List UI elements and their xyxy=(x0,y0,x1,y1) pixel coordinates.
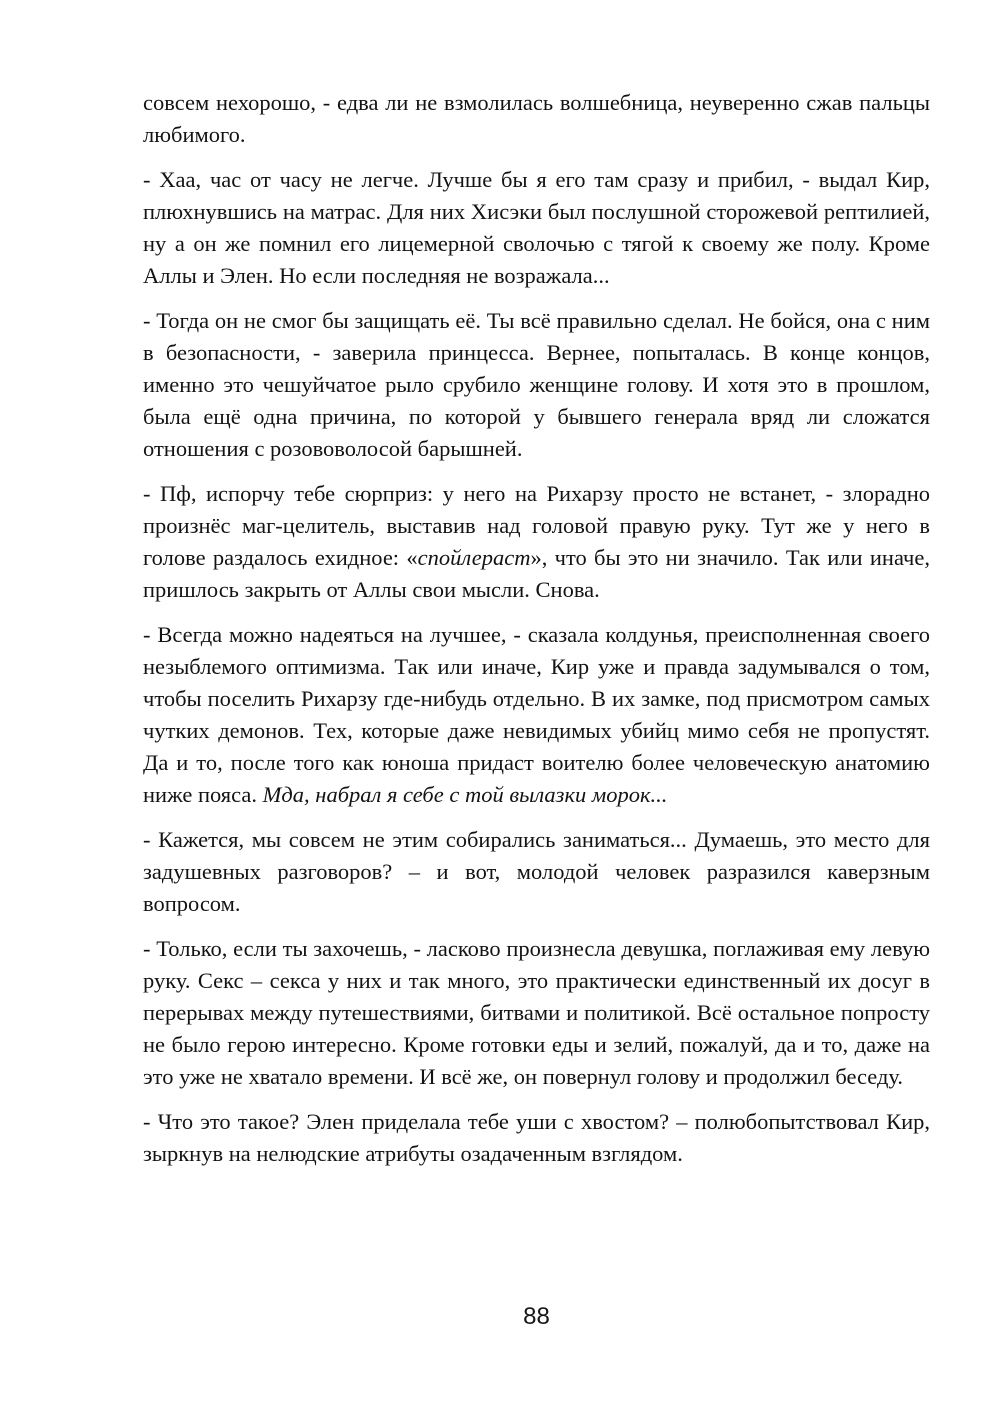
paragraph-text: - Кажется, мы совсем не этим собирались заниматься... Думаешь, это место для задушевных разговоров? – и вот, молодой человек разразился каверзным вопросом. xyxy=(143,827,930,916)
paragraph xyxy=(143,1106,930,1170)
paragraph-text: - Всегда можно надеяться на лучшее, - сказала колдунья, преисполненная своего незыблемого оптимизма. Так или иначе, Кир уже и правда задумывался о том, чтобы поселить Рихарзу где-нибудь отдельно. В их замке, под присмотром самых чутких демонов. Тех, которые даже невидимых убийц мимо себя не пропустят. Да и то, после того как юноша придаст воителю более человеческую анатомию ниже пояса. xyxy=(143,622,930,807)
paragraph-text-italic: спойлераст xyxy=(417,545,531,570)
paragraph-text: - Хаа, час от часу не легче. Лучше бы я его там сразу и прибил, - выдал Кир, плюхнувшись на матрас. Для них Хисэки был послушной сторожевой рептилией, ну а он же помнил его лицемерной сволочью с тягой к своему же полу. Кроме Аллы и Элен. Но если последняя не возражала... xyxy=(143,167,930,288)
paragraph xyxy=(143,305,930,465)
paragraph xyxy=(143,478,930,606)
paragraph-text: - Тогда он не смог бы защищать её. Ты всё правильно сделал. Не бойся, она с ним в безопасности, - заверила принцесса. Вернее, попыталась. В конце концов, именно это чешуйчатое рыло срубило женщине голову. И хотя это в прошлом, была ещё одна причина, по которой у бывшего генерала вряд ли сложатся отношения с розововолосой барышней. xyxy=(143,308,930,461)
page-number: 88 xyxy=(523,1303,550,1330)
paragraph xyxy=(143,619,930,811)
paragraph-text-italic: Мда, набрал я себе с той вылазки морок... xyxy=(262,782,668,807)
paragraph-text: - Пф, испорчу тебе сюрприз: у него на Рихарзу просто не встанет, - злорадно произнёс маг-целитель, выставив над головой правую руку. Тут же у него в голове раздалось ехидное: « xyxy=(143,481,930,570)
paragraph-text: », что бы это ни значило. Так или иначе, пришлось закрыть от Аллы свои мысли. Снова. xyxy=(143,545,930,602)
paragraph xyxy=(143,87,930,151)
paragraph-text: - Только, если ты захочешь, - ласково произнесла девушка, поглаживая ему левую руку. Секс – секса у них и так много, это практически единственный их досуг в перерывах между путешествиями, битвами и политикой. Всё остальное попросту не было герою интересно. Кроме готовки еды и зелий, пожалуй, да и то, даже на это уже не хватало времени. И всё же, он повернул голову и продолжил беседу. xyxy=(143,936,930,1089)
paragraph xyxy=(143,164,930,292)
paragraph xyxy=(143,824,930,920)
paragraph-text: совсем нехорошо, - едва ли не взмолилась волшебница, неуверенно сжав пальцы любимого. xyxy=(143,90,930,147)
page-body xyxy=(143,87,930,1183)
paragraph xyxy=(143,933,930,1093)
paragraph-text: - Что это такое? Элен приделала тебе уши с хвостом? – полюбопытствовал Кир, зыркнув на нелюдские атрибуты озадаченным взглядом. xyxy=(143,1109,930,1166)
